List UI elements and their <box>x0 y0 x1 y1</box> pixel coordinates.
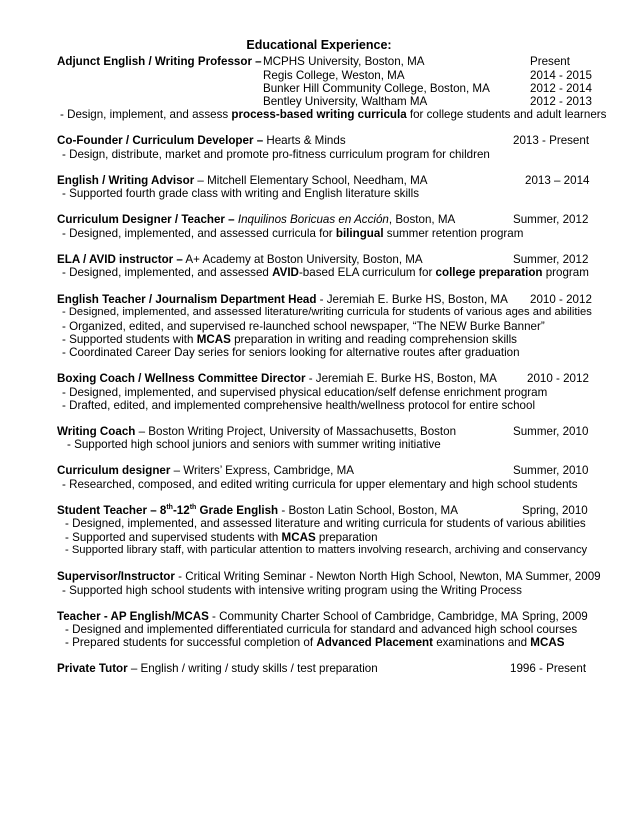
dates: Summer, 2010 <box>513 425 589 438</box>
dates: 2010 - 2012 <box>527 372 589 385</box>
place: Bunker Hill Community College, Boston, MA <box>263 82 490 95</box>
entry-designer2-bullet: - Researched, composed, and edited writing curricula for upper elementary and high school students <box>62 478 578 491</box>
dates: 1996 - Present <box>510 662 587 675</box>
place: Regis College, Weston, MA <box>263 69 405 82</box>
dates: Summer, 2012 <box>513 213 589 226</box>
dates: Spring, 2010 <box>522 504 588 517</box>
entry-ela-bullet: - Designed, implemented, and assessed AVID-based ELA curriculum for college preparation program <box>62 266 589 279</box>
entry-adjunct-bullet: - Design, implement, and assess process-based writing curricula for college students and adult learners <box>60 108 607 121</box>
entry-adjunct-place <box>0 95 638 109</box>
entry-designer1-bullet: - Designed, implemented, and assessed curricula for bilingual summer retention program <box>62 227 524 240</box>
entry-student-teacher-header: Student Teacher – 8th-12th Grade English - Boston Latin School, Boston, MA Spring, 2010 <box>57 504 588 517</box>
entry-boxing-header: Boxing Coach / Wellness Committee Director - Jeremiah E. Burke HS, Boston, MA 2010 - 2012 <box>57 372 589 385</box>
entry-designer2-header: Curriculum designer – Writers’ Express, Cambridge, MA Summer, 2010 <box>57 464 589 477</box>
dates: Spring, 2009 <box>522 610 588 623</box>
entry-advisor-bullet: - Supported fourth grade class with writing and English literature skills <box>62 187 420 200</box>
entry-boxing-bullet: - Designed, implemented, and supervised physical education/self defense enrichment program <box>62 386 548 399</box>
entry-supervisor-bullet: - Supported high school students with intensive writing program using the Writing Process <box>62 584 522 597</box>
role: Adjunct English / Writing Professor – <box>57 55 262 68</box>
entry-english-teacher-bullet: - Organized, edited, and supervised re-launched school newspaper, “The NEW Burke Banner” <box>62 320 545 333</box>
entry-adjunct-place <box>0 82 638 96</box>
entry-student-teacher-bullet: - Supported and supervised students with MCAS preparation <box>65 531 378 544</box>
dates: 2012 - 2013 <box>530 95 592 108</box>
dates: Present <box>530 55 570 68</box>
section-title: Educational Experience: <box>246 38 392 52</box>
dates: Summer, 2010 <box>513 464 589 477</box>
entry-english-teacher-bullet: - Supported students with MCAS preparation in writing and reading comprehension skills <box>62 333 517 346</box>
dates: 2012 - 2014 <box>530 82 592 95</box>
dates: Summer, 2012 <box>513 253 589 266</box>
entry-english-teacher-header: English Teacher / Journalism Department Head - Jeremiah E. Burke HS, Boston, MA 2010 - 2012 <box>57 293 592 306</box>
dates: 2013 – 2014 <box>525 174 590 187</box>
entry-ela-header: ELA / AVID instructor – A+ Academy at Boston University, Boston, MA Summer, 2012 <box>57 253 589 266</box>
place: MCPHS University, Boston, MA <box>263 55 425 68</box>
place: Bentley University, Waltham MA <box>263 95 428 108</box>
entry-advisor-header: English / Writing Advisor – Mitchell Elementary School, Needham, MA 2013 – 2014 <box>57 174 590 187</box>
dates: 2010 - 2012 <box>530 293 592 306</box>
entry-english-teacher-bullet: - Designed, implemented, and assessed literature/writing curricula for students of various ages and abilities <box>62 306 592 318</box>
entry-ap-teacher-header: Teacher - AP English/MCAS - Community Charter School of Cambridge, Cambridge, MA Spring, 2009 <box>57 610 588 623</box>
entry-ap-teacher-bullet: - Prepared students for successful completion of Advanced Placement examinations and MCAS <box>65 636 565 649</box>
dates: 2014 - 2015 <box>530 69 592 82</box>
entry-cofounder-bullet: - Design, distribute, market and promote pro-fitness curriculum program for children <box>62 148 490 161</box>
entry-student-teacher-bullet: - Supported library staff, with particular attention to matters involving research, archiving and conservancy <box>65 544 588 556</box>
entry-designer1-header: Curriculum Designer / Teacher – Inquilinos Boricuas en Acción, Boston, MA Summer, 2012 <box>57 213 589 226</box>
entry-writing-coach-header: Writing Coach – Boston Writing Project, University of Massachusetts, Boston Summer, 2010 <box>57 425 589 438</box>
entry-cofounder-header: Co-Founder / Curriculum Developer – Hearts & Minds 2013 - Present <box>57 134 590 147</box>
entry-boxing-bullet: - Drafted, edited, and implemented comprehensive health/wellness protocol for entire school <box>62 399 536 412</box>
entry-student-teacher-bullet: - Designed, implemented, and assessed literature and writing curricula for students of various abilities <box>65 517 586 530</box>
entry-adjunct-header <box>0 55 638 69</box>
entry-adjunct-place <box>0 69 638 83</box>
entry-english-teacher-bullet: - Coordinated Career Day series for seniors looking for alternative routes after graduation <box>62 346 520 359</box>
entry-ap-teacher-bullet: - Designed and implemented differentiated curricula for standard and advanced high school courses <box>65 623 578 636</box>
entry-writing-coach-bullet: - Supported high school juniors and seniors with summer writing initiative <box>67 438 441 451</box>
entry-supervisor-header: Supervisor/Instructor - Critical Writing Seminar - Newton North High School, Newton, MA Summer, 2009 <box>57 570 601 583</box>
dates: 2013 - Present <box>513 134 590 147</box>
entry-tutor-header: Private Tutor – English / writing / study skills / test preparation 1996 - Present <box>57 662 587 675</box>
